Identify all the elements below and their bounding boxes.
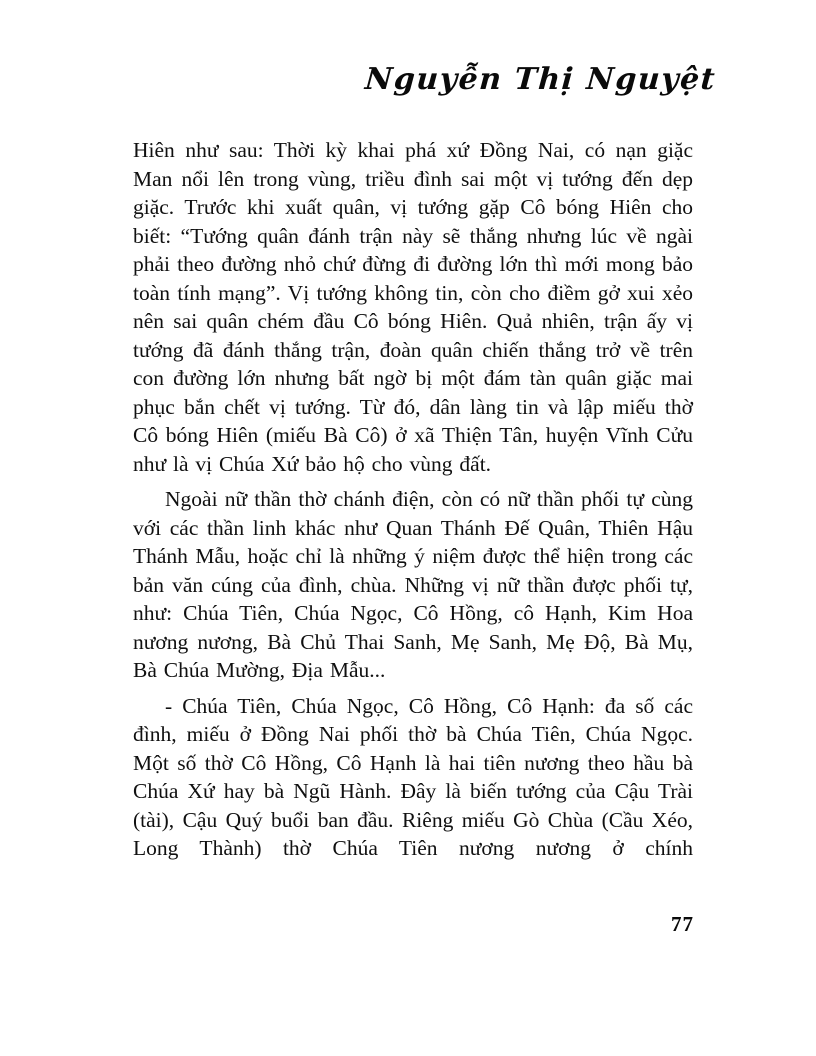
body-paragraph-1: Hiên như sau: Thời kỳ khai phá xứ Đồng Nai, có nạn giặc Man nổi lên trong vùng, triều đình sai một vị tướng đến dẹp giặc. Trước khi xuất quân, vị tướng gặp Cô bóng Hiên cho biết: “Tướng quân đánh trận này sẽ thắng nhưng lúc về ngài phải theo đường nhỏ chứ đừng đi đường lớn thì mới mong bảo toàn tính mạng”. Vị tướng không tin, còn cho điềm gở xui xẻo nên sai quân chém đầu Cô bóng Hiên. Quả nhiên, trận ấy vị tướng đã đánh thắng trận, đoàn quân chiến thắng trở về trên con đường lớn nhưng bất ngờ bị một đám tàn quân giặc mai phục bắn chết vị tướng. Từ đó, dân làng tin và lập miếu thờ Cô bóng Hiên (miếu Bà Cô) ở xã Thiện Tân, huyện Vĩnh Cửu như là vị Chúa Xứ bảo hộ cho vùng đất. xyxy=(133,138,693,476)
body-text-block xyxy=(133,136,693,863)
running-header-author: Nguyễn Thị Nguyệt xyxy=(363,62,718,97)
body-paragraph-2: Ngoài nữ thần thờ chánh điện, còn có nữ thần phối tự cùng với các thần linh khác như Quan Thánh Đế Quân, Thiên Hậu Thánh Mẫu, hoặc chỉ là những ý niệm được thể hiện trong các bản văn cúng của đình, chùa. Những vị nữ thần được phối tự, như: Chúa Tiên, Chúa Ngọc, Cô Hồng, cô Hạnh, Kim Hoa nương nương, Bà Chủ Thai Sanh, Mẹ Sanh, Mẹ Độ, Bà Mụ, Bà Chúa Mường, Địa Mẫu... xyxy=(133,487,693,682)
body-paragraph-3: - Chúa Tiên, Chúa Ngọc, Cô Hồng, Cô Hạnh: đa số các đình, miếu ở Đồng Nai phối thờ bà Chúa Tiên, Chúa Ngọc. Một số thờ Cô Hồng, Cô Hạnh là hai tiên nương theo hầu bà Chúa Xứ hay bà Ngũ Hành. Đây là biến tướng của Cậu Trài (tài), Cậu Quý buổi ban đầu. Riêng miếu Gò Chùa (Cầu Xéo, Long Thành) thờ Chúa Tiên nương nương ở chính xyxy=(133,693,693,860)
page-number: 77 xyxy=(671,912,694,936)
